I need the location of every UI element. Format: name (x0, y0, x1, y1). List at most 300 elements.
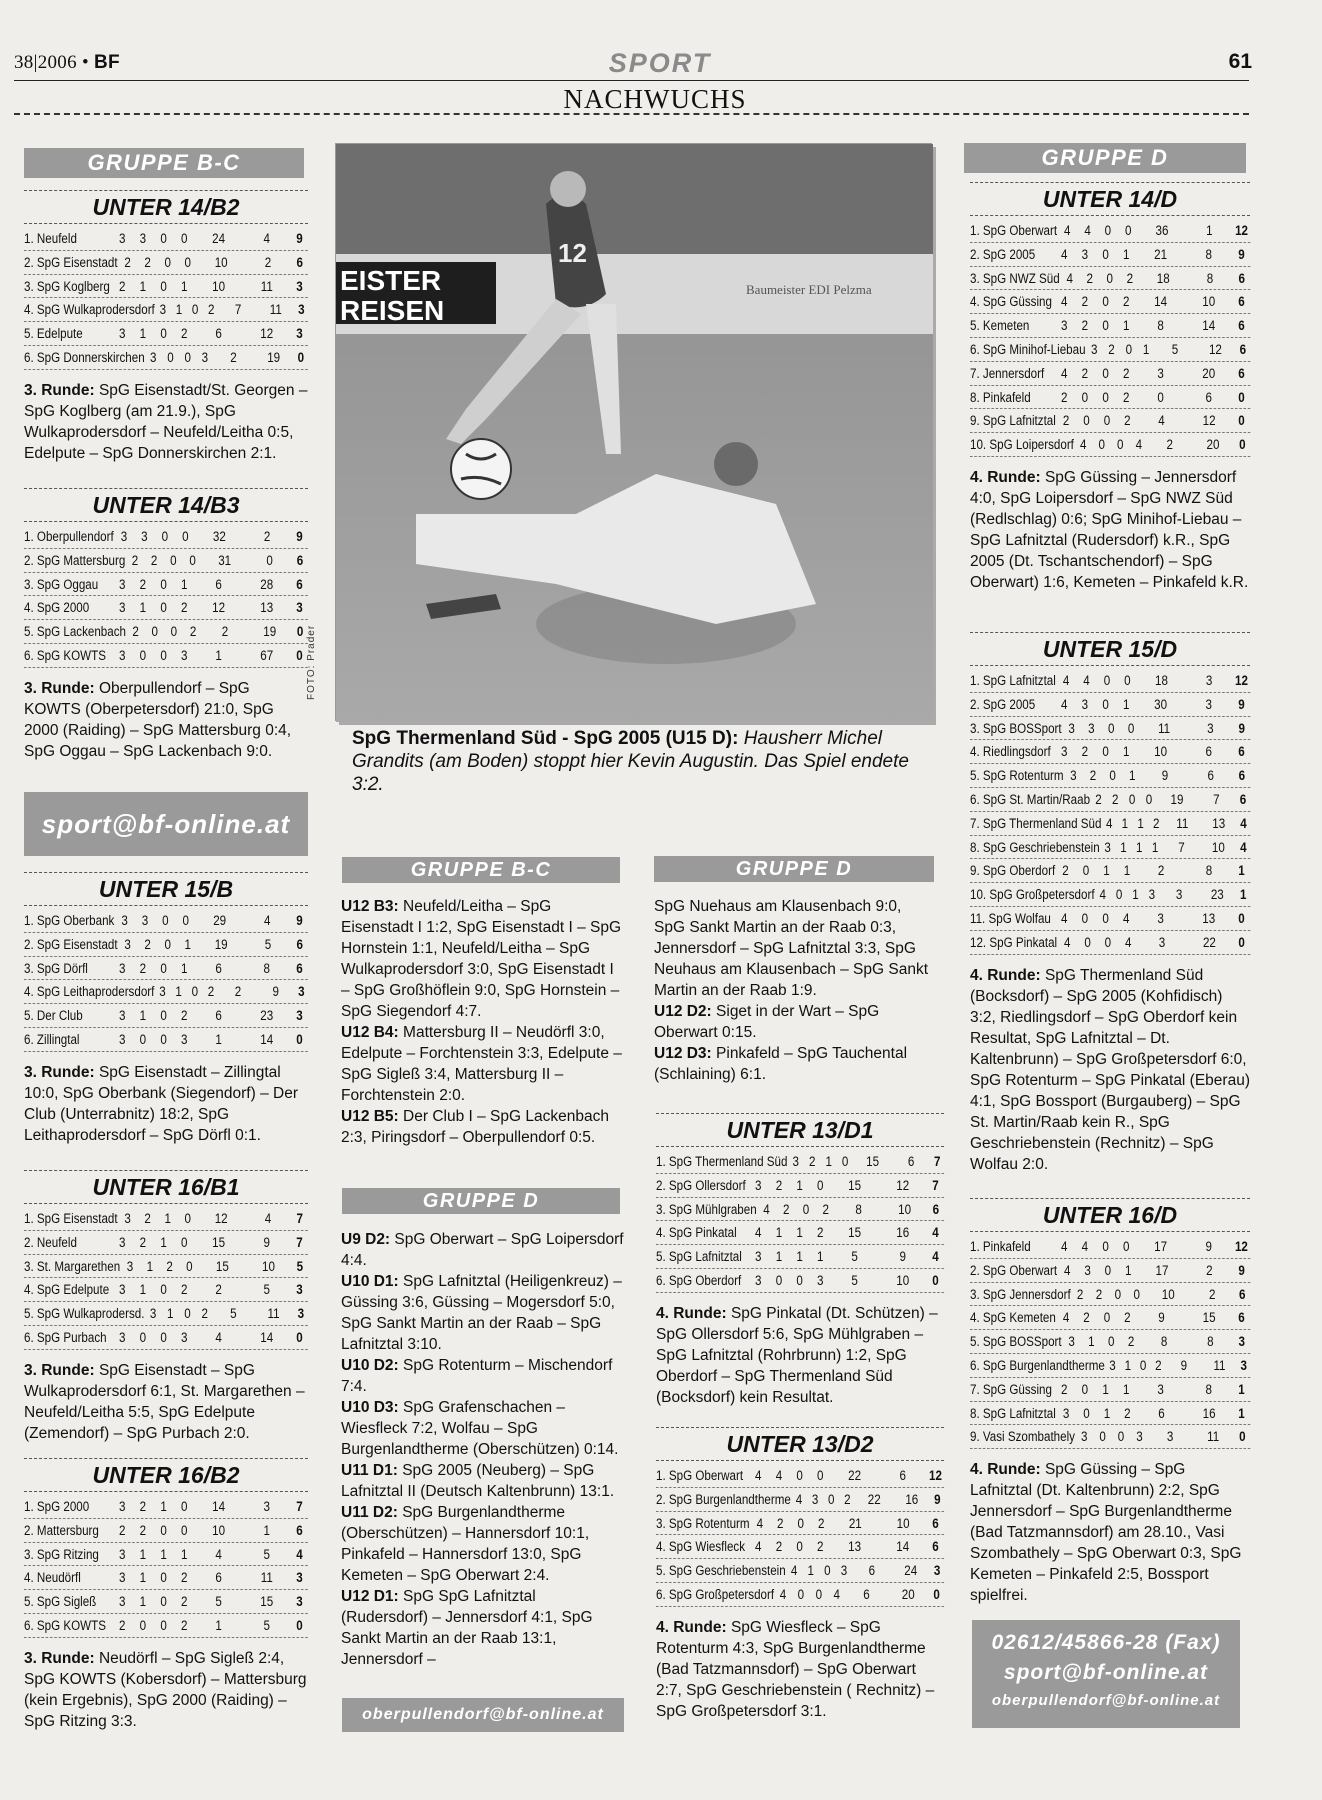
table-row (24, 980, 308, 1004)
stat-cell: 2 (1095, 791, 1102, 807)
stat-cell: 2 (139, 576, 147, 592)
result-text: SpG SpG Lafnitztal (Rudersdorf) – Jennersdorf 4:1, SpG Sankt Martin an der Raab 13:1, Jennersdorf – (341, 1588, 593, 1668)
stat-cell: 2 (230, 349, 237, 365)
points-cell: 6 (296, 1522, 303, 1538)
stat-cell: 3 (180, 647, 188, 663)
stat-cell: 2 (180, 1282, 188, 1298)
table-row (970, 1283, 1250, 1307)
points-cell: 3 (298, 984, 305, 1000)
contact-email-op[interactable]: oberpullendorf@bf-online.at (991, 1692, 1221, 1709)
issue-label: 38|2006 • BF (14, 52, 120, 73)
stat-cell: 0 (796, 1468, 803, 1483)
team-name: 6. SpG Großpetersdorf (656, 1586, 775, 1602)
stat-cell: 4 (790, 1563, 798, 1579)
league-label: U11 D2: (341, 1504, 398, 1521)
stat-cell: 2 (1081, 294, 1089, 310)
stat-cell: 1 (1088, 1334, 1095, 1350)
photo-credit: FOTO: Prader (306, 624, 317, 700)
round-label: 3. Runde: (24, 1063, 95, 1081)
table-row (24, 1302, 308, 1326)
stat-cell: 0 (796, 1539, 803, 1555)
team-name: 4. SpG Leithaprodersdorf (24, 984, 155, 1000)
stat-cell: 16 (1202, 1405, 1216, 1421)
points-cell: 3 (1238, 1334, 1246, 1350)
stat-cell: 1 (164, 1211, 171, 1226)
stat-cell: 12 (1208, 341, 1222, 357)
points-cell: 9 (296, 231, 303, 246)
stat-cell: 14 (260, 1031, 274, 1047)
stat-cell: 0 (184, 1211, 191, 1226)
stat-cell: 15 (212, 1234, 226, 1250)
stat-cell: 3 (1205, 673, 1213, 688)
stat-cell: 0 (160, 576, 167, 592)
stat-cell: 0 (167, 349, 174, 365)
table-title: UNTER 14/D (970, 182, 1250, 216)
team-name: 2. SpG Eisenstadt (24, 254, 118, 270)
points-cell: 6 (1238, 1310, 1245, 1326)
stat-cell: 1 (160, 1234, 167, 1250)
table-row (970, 788, 1250, 812)
stat-cell: 12 (214, 1211, 228, 1226)
table-row (24, 957, 308, 981)
team-name: 6. SpG Minihof-Liebau (970, 341, 1086, 357)
stat-cell: 2 (180, 600, 188, 616)
table-row (970, 812, 1250, 836)
stat-cell: 0 (161, 529, 169, 544)
match-photo (335, 143, 932, 721)
stat-cell: 0 (184, 349, 191, 365)
stat-cell: 4 (263, 231, 270, 246)
stat-cell: 1 (160, 1499, 167, 1514)
stat-cell: 2 (775, 1539, 783, 1555)
table-row (970, 717, 1250, 741)
table-row (24, 1255, 308, 1279)
stat-cell: 0 (1102, 1239, 1109, 1254)
team-name: 2. SpG Eisenstadt (24, 936, 118, 952)
table-row (24, 298, 308, 322)
table-row (24, 1004, 308, 1028)
stat-cell: 2 (816, 1225, 824, 1241)
team-name: 5. SpG Sigleß (24, 1594, 97, 1610)
points-cell: 7 (296, 1234, 303, 1250)
stat-cell: 2 (1209, 1286, 1216, 1302)
stat-cell: 0 (1102, 389, 1109, 405)
team-name: 6. SpG St. Martin/Raab (970, 791, 1091, 807)
table-title: UNTER 15/D (970, 632, 1250, 666)
stat-cell: 4 (1064, 1262, 1071, 1278)
stat-cell: 0 (180, 1499, 188, 1514)
stat-cell: 2 (1062, 863, 1069, 879)
table-row (24, 1614, 308, 1638)
round-summary (24, 1648, 308, 1732)
stat-cell: 0 (1157, 389, 1164, 405)
stat-cell: 0 (1082, 863, 1090, 879)
points-cell: 6 (1238, 365, 1245, 381)
table-title: UNTER 15/B (24, 872, 308, 906)
round-summary (24, 380, 308, 464)
stat-cell: 1 (263, 1522, 270, 1538)
table-row (24, 1566, 308, 1590)
stat-cell: 3 (159, 302, 167, 318)
round-label: 4. Runde: (656, 1618, 727, 1636)
table-row (656, 1512, 944, 1536)
round-label: 3. Runde: (24, 679, 95, 697)
stat-cell: 3 (755, 1249, 762, 1265)
result-paragraph (341, 1271, 624, 1355)
stat-cell: 3 (1081, 246, 1089, 262)
points-cell: 1 (1239, 887, 1247, 903)
table-row (24, 346, 308, 370)
stat-cell: 0 (191, 302, 199, 318)
round-summary (24, 678, 308, 762)
stat-cell: 1 (775, 1225, 783, 1241)
team-name: 5. Edelpute (24, 326, 83, 342)
league-label: U11 D1: (341, 1462, 398, 1479)
points-cell: 7 (932, 1177, 939, 1193)
league-label: U12 B4: (341, 1024, 399, 1041)
stat-cell: 22 (867, 1491, 881, 1507)
team-name: 10. SpG Großpetersdorf (970, 887, 1095, 903)
team-name: 4. SpG Wiesfleck (656, 1539, 746, 1555)
team-name: 5. SpG Geschriebenstein (656, 1563, 786, 1579)
points-cell: 12 (1235, 223, 1249, 238)
table-row (24, 933, 308, 957)
result-text: Siget in der Wart – SpG Oberwart 0:15. (654, 1003, 880, 1041)
result-paragraph (341, 1106, 624, 1148)
stat-cell: 0 (1104, 1262, 1112, 1278)
points-cell: 6 (1238, 1286, 1246, 1302)
stat-cell: 10 (262, 1258, 275, 1274)
stat-cell: 2 (783, 1201, 790, 1217)
stat-cell: 1 (1103, 1405, 1111, 1421)
stat-cell: 3 (119, 1594, 126, 1610)
subsection-title: NACHWUCHS (563, 84, 747, 114)
points-cell: 5 (296, 1258, 304, 1274)
stat-cell: 0 (1139, 1357, 1147, 1373)
points-cell: 12 (1235, 673, 1248, 688)
points-cell: 9 (1238, 696, 1245, 712)
stat-cell: 2 (1083, 1310, 1090, 1326)
result-text: Pinkafeld – SpG Tauchental (Schlaining) 6:1. (654, 1045, 908, 1083)
contact-email-sport[interactable]: sport@bf-online.at (1003, 1661, 1209, 1684)
stat-cell: 1 (184, 936, 191, 952)
stat-cell: 1 (146, 1258, 154, 1274)
table-row (24, 322, 308, 346)
stat-cell: 2 (124, 254, 131, 270)
table-title: UNTER 14/B2 (24, 190, 308, 224)
stat-cell: 2 (1166, 437, 1173, 453)
stat-cell: 0 (1117, 1429, 1125, 1445)
team-name: 5. Der Club (24, 1008, 83, 1024)
table-row (24, 549, 308, 573)
stat-cell: 0 (182, 529, 189, 544)
stat-cell: 7 (1213, 791, 1220, 807)
stat-cell: 3 (1068, 720, 1075, 736)
stat-cell: 3 (149, 1306, 157, 1322)
table-row (970, 836, 1250, 860)
points-cell: 3 (296, 1594, 303, 1610)
points-cell: 9 (296, 529, 303, 544)
stat-cell: 16 (896, 1225, 910, 1241)
stat-cell: 4 (1062, 1310, 1070, 1326)
result-paragraph (341, 1022, 624, 1106)
table-row (24, 1207, 308, 1231)
round-text: SpG Wiesfleck – SpG Rotenturm 4:3, SpG Burgenlandtherme (Bad Tatzmannsdorf) – SpG Oberwart 2:7, SpG Geschriebenstein ( Rechnitz) – SpG Großpetersdorf 3:1. (656, 1618, 935, 1720)
stat-cell: 4 (1064, 223, 1071, 238)
shirt-number: 12 (558, 238, 587, 268)
stat-cell: 1 (1122, 318, 1130, 334)
table-row (970, 1425, 1250, 1449)
stat-cell: 3 (1157, 365, 1164, 381)
league-label: U12 B5: (341, 1108, 399, 1125)
stat-cell: 2 (775, 1177, 783, 1193)
stat-cell: 2 (1122, 365, 1130, 381)
stat-cell: 0 (1102, 744, 1109, 760)
stat-cell: 2 (180, 1617, 188, 1633)
stat-cell: 2 (1126, 270, 1134, 286)
stat-cell: 4 (1061, 294, 1068, 310)
table-row (656, 1198, 944, 1222)
round-summary (970, 467, 1250, 593)
stat-cell: 24 (904, 1563, 918, 1579)
table-row (970, 669, 1250, 693)
points-cell: 6 (932, 1539, 939, 1555)
stat-cell: 3 (792, 1154, 799, 1169)
stat-cell: 10 (212, 1522, 226, 1538)
round-text: SpG Eisenstadt/St. Georgen – SpG Koglberg (am 21.9.), SpG Wulkaprodersdorf – Neufeld/Leitha 0:5, Edelpute – SpG Donnerskirchen 2:1. (24, 381, 308, 462)
stat-cell: 1 (180, 576, 188, 592)
stat-cell: 1 (1103, 863, 1110, 879)
team-name: 4. SpG Wulkaprodersdorf (24, 302, 155, 318)
stat-cell: 6 (1205, 389, 1212, 405)
stat-cell: 3 (119, 576, 126, 592)
stat-cell: 1 (1123, 863, 1131, 879)
stat-cell: 1 (139, 1546, 147, 1562)
team-name: 6. SpG Donnerskirchen (24, 349, 145, 365)
stat-cell: 0 (1107, 720, 1115, 736)
team-name: 12. SpG Pinkatal (970, 934, 1058, 950)
stat-cell: 0 (1107, 1334, 1115, 1350)
stat-cell: 11 (269, 302, 282, 318)
stat-cell: 3 (119, 1008, 126, 1024)
stat-cell: 1 (1102, 1381, 1109, 1397)
stat-cell: 10 (1154, 744, 1168, 760)
team-name: 8. SpG Lafnitztal (970, 1405, 1056, 1421)
table-row (970, 883, 1250, 907)
stat-cell: 3 (141, 913, 149, 928)
stat-cell: 10 (212, 278, 226, 294)
col3-group-band: GRUPPE D (654, 856, 934, 882)
table-title: UNTER 16/B1 (24, 1170, 308, 1204)
team-name: 3. SpG Mühlgraben (656, 1201, 757, 1217)
stat-cell: 4 (1083, 673, 1090, 688)
photo-illustration (336, 144, 933, 722)
table-row (24, 620, 308, 644)
team-name: 4. Riedlingsdorf (970, 744, 1051, 760)
stat-cell: 1 (180, 960, 188, 976)
stat-cell: 2 (144, 1211, 151, 1226)
mid-email-link[interactable]: oberpullendorf@bf-online.at (362, 1706, 604, 1723)
stat-cell: 17 (1155, 1262, 1169, 1278)
stat-cell: 0 (1102, 696, 1109, 712)
result-text: SpG Oberwart – SpG Loipersdorf 4:4. (341, 1231, 624, 1269)
stat-cell: 1 (1132, 887, 1139, 903)
standings-table (24, 190, 308, 464)
header-dashed-divider (14, 113, 1249, 115)
stat-cell: 18 (1154, 673, 1168, 688)
stat-cell: 7 (1178, 839, 1185, 855)
round-label: 3. Runde: (24, 1361, 95, 1379)
left-group-band: GRUPPE B-C (24, 148, 304, 178)
stat-cell: 0 (1114, 1286, 1122, 1302)
points-cell: 6 (1238, 270, 1245, 286)
result-paragraph (341, 1586, 624, 1670)
points-cell: 0 (1238, 389, 1245, 405)
team-name: 9. SpG Lafnitztal (970, 413, 1056, 429)
stat-cell: 4 (833, 1586, 840, 1602)
result-paragraph (341, 1397, 624, 1460)
stat-cell: 1 (180, 278, 188, 294)
stat-cell: 0 (1102, 365, 1109, 381)
result-text: Neufeld/Leitha – SpG Eisenstadt I 1:2, SpG Eisenstadt I – SpG Hornstein 1:1, Neufeld/Leitha – SpG Wulkaprodersdorf 3:0, SpG Eisenstadt I – SpG Großhöflein 9:0, SpG Hornstein – SpG Siegendorf 4:7. (341, 898, 622, 1020)
stat-cell: 12 (212, 600, 226, 616)
round-label: 4. Runde: (656, 1304, 727, 1322)
stat-cell: 0 (139, 1617, 147, 1633)
points-cell: 0 (1238, 934, 1245, 950)
points-cell: 6 (1239, 341, 1247, 357)
stat-cell: 19 (263, 624, 277, 640)
points-cell: 0 (296, 1329, 303, 1345)
points-cell: 12 (1234, 1239, 1248, 1254)
stat-cell: 2 (1152, 815, 1160, 831)
points-cell: 0 (1239, 1429, 1246, 1445)
stat-cell: 19 (1170, 791, 1184, 807)
stat-cell: 6 (215, 576, 222, 592)
stat-cell: 3 (1109, 1357, 1116, 1373)
round-summary (656, 1617, 944, 1722)
stat-cell: 0 (1133, 1286, 1140, 1302)
stat-cell: 4 (1062, 673, 1070, 688)
stat-cell: 11 (260, 278, 273, 294)
league-label: U10 D2: (341, 1357, 399, 1374)
league-label: U12 D3: (654, 1045, 712, 1062)
stat-cell: 28 (260, 576, 274, 592)
stat-cell: 10 (1202, 294, 1216, 310)
team-name: 2. SpG 2005 (970, 696, 1036, 712)
stat-cell: 3 (119, 326, 126, 342)
table-row (970, 290, 1250, 314)
stat-cell: 3 (119, 1031, 126, 1047)
stat-cell: 9 (1180, 1357, 1188, 1373)
stat-cell: 3 (119, 1499, 126, 1514)
stat-cell: 2 (180, 326, 188, 342)
points-cell: 3 (296, 600, 303, 616)
table-row (970, 409, 1250, 433)
stat-cell: 20 (1206, 437, 1220, 453)
points-cell: 0 (296, 1617, 303, 1633)
result-text: SpG Lafnitztal (Heiligenkreuz) – Güssing 3:6, Güssing – Mogersdorf 5:0, SpG Sankt Martin an der Raab – SpG Lafnitztal 3:10. (341, 1273, 622, 1353)
standings-table (24, 1170, 308, 1444)
table-row (24, 1495, 308, 1519)
stat-cell: 0 (139, 647, 147, 663)
stat-cell: 4 (755, 1539, 762, 1555)
points-cell: 7 (933, 1154, 941, 1169)
table-row (970, 219, 1250, 243)
points-cell: 0 (1239, 437, 1246, 453)
table-row (970, 764, 1250, 788)
result-text: SpG Rotenturm – Mischendorf 7:4. (341, 1357, 613, 1395)
points-cell: 9 (1238, 720, 1246, 736)
team-name: 3. St. Margarethen (24, 1258, 121, 1274)
league-label: U10 D3: (341, 1399, 399, 1416)
stat-cell: 1 (175, 984, 182, 1000)
stat-cell: 4 (763, 1201, 770, 1217)
left-email-link[interactable]: sport@bf-online.at (41, 809, 291, 839)
team-name: 5. SpG Rotenturm (970, 768, 1064, 784)
stat-cell: 8 (263, 960, 270, 976)
stat-cell: 0 (266, 552, 273, 568)
round-label: 4. Runde: (970, 468, 1041, 486)
stat-cell: 5 (263, 1546, 270, 1562)
stat-cell: 14 (1202, 318, 1216, 334)
table-row (24, 1326, 308, 1350)
stat-cell: 0 (180, 1234, 188, 1250)
stat-cell: 29 (213, 913, 227, 928)
stat-cell: 3 (119, 1570, 126, 1586)
stat-cell: 3 (1207, 720, 1214, 736)
stat-cell: 2 (139, 1499, 147, 1514)
team-name: 9. Vasi Szombathely (970, 1429, 1075, 1445)
stat-cell: 0 (182, 913, 189, 928)
table-row (656, 1535, 944, 1559)
stat-cell: 1 (1122, 744, 1130, 760)
table-row (970, 693, 1250, 717)
stat-cell: 30 (1154, 696, 1168, 712)
table-row (970, 386, 1250, 410)
stat-cell: 1 (215, 647, 222, 663)
points-cell: 6 (296, 552, 304, 568)
stat-cell: 3 (150, 349, 157, 365)
points-cell: 6 (1238, 318, 1245, 334)
stat-cell: 12 (260, 326, 274, 342)
points-cell: 4 (932, 1225, 939, 1241)
team-name: 3. SpG BOSSport (970, 720, 1062, 736)
table-title: UNTER 16/B2 (24, 1458, 308, 1492)
stat-cell: 4 (1061, 910, 1068, 926)
stat-cell: 3 (121, 913, 128, 928)
team-name: 7. Jennersdorf (970, 365, 1045, 381)
points-cell: 9 (934, 1491, 941, 1507)
stat-cell: 2 (139, 1522, 147, 1538)
table-row (970, 338, 1250, 362)
stat-cell: 1 (807, 1563, 814, 1579)
caption-bold: SpG Thermenland Süd - SpG 2005 (U15 D): (352, 728, 739, 749)
stat-cell: 2 (189, 624, 197, 640)
stat-cell: 1 (139, 326, 147, 342)
team-name: 3. SpG Jennersdorf (970, 1286, 1071, 1302)
table-row (24, 644, 308, 668)
stat-cell: 0 (151, 624, 158, 640)
table-title: UNTER 16/D (970, 1198, 1250, 1232)
stat-cell: 15 (848, 1177, 862, 1193)
round-summary (970, 1459, 1250, 1606)
table-row (24, 275, 308, 299)
stat-cell: 2 (208, 302, 215, 318)
mid-results-d (341, 1229, 624, 1670)
stat-cell: 0 (160, 647, 167, 663)
standings-table (970, 182, 1250, 593)
stat-cell: 2 (119, 278, 126, 294)
